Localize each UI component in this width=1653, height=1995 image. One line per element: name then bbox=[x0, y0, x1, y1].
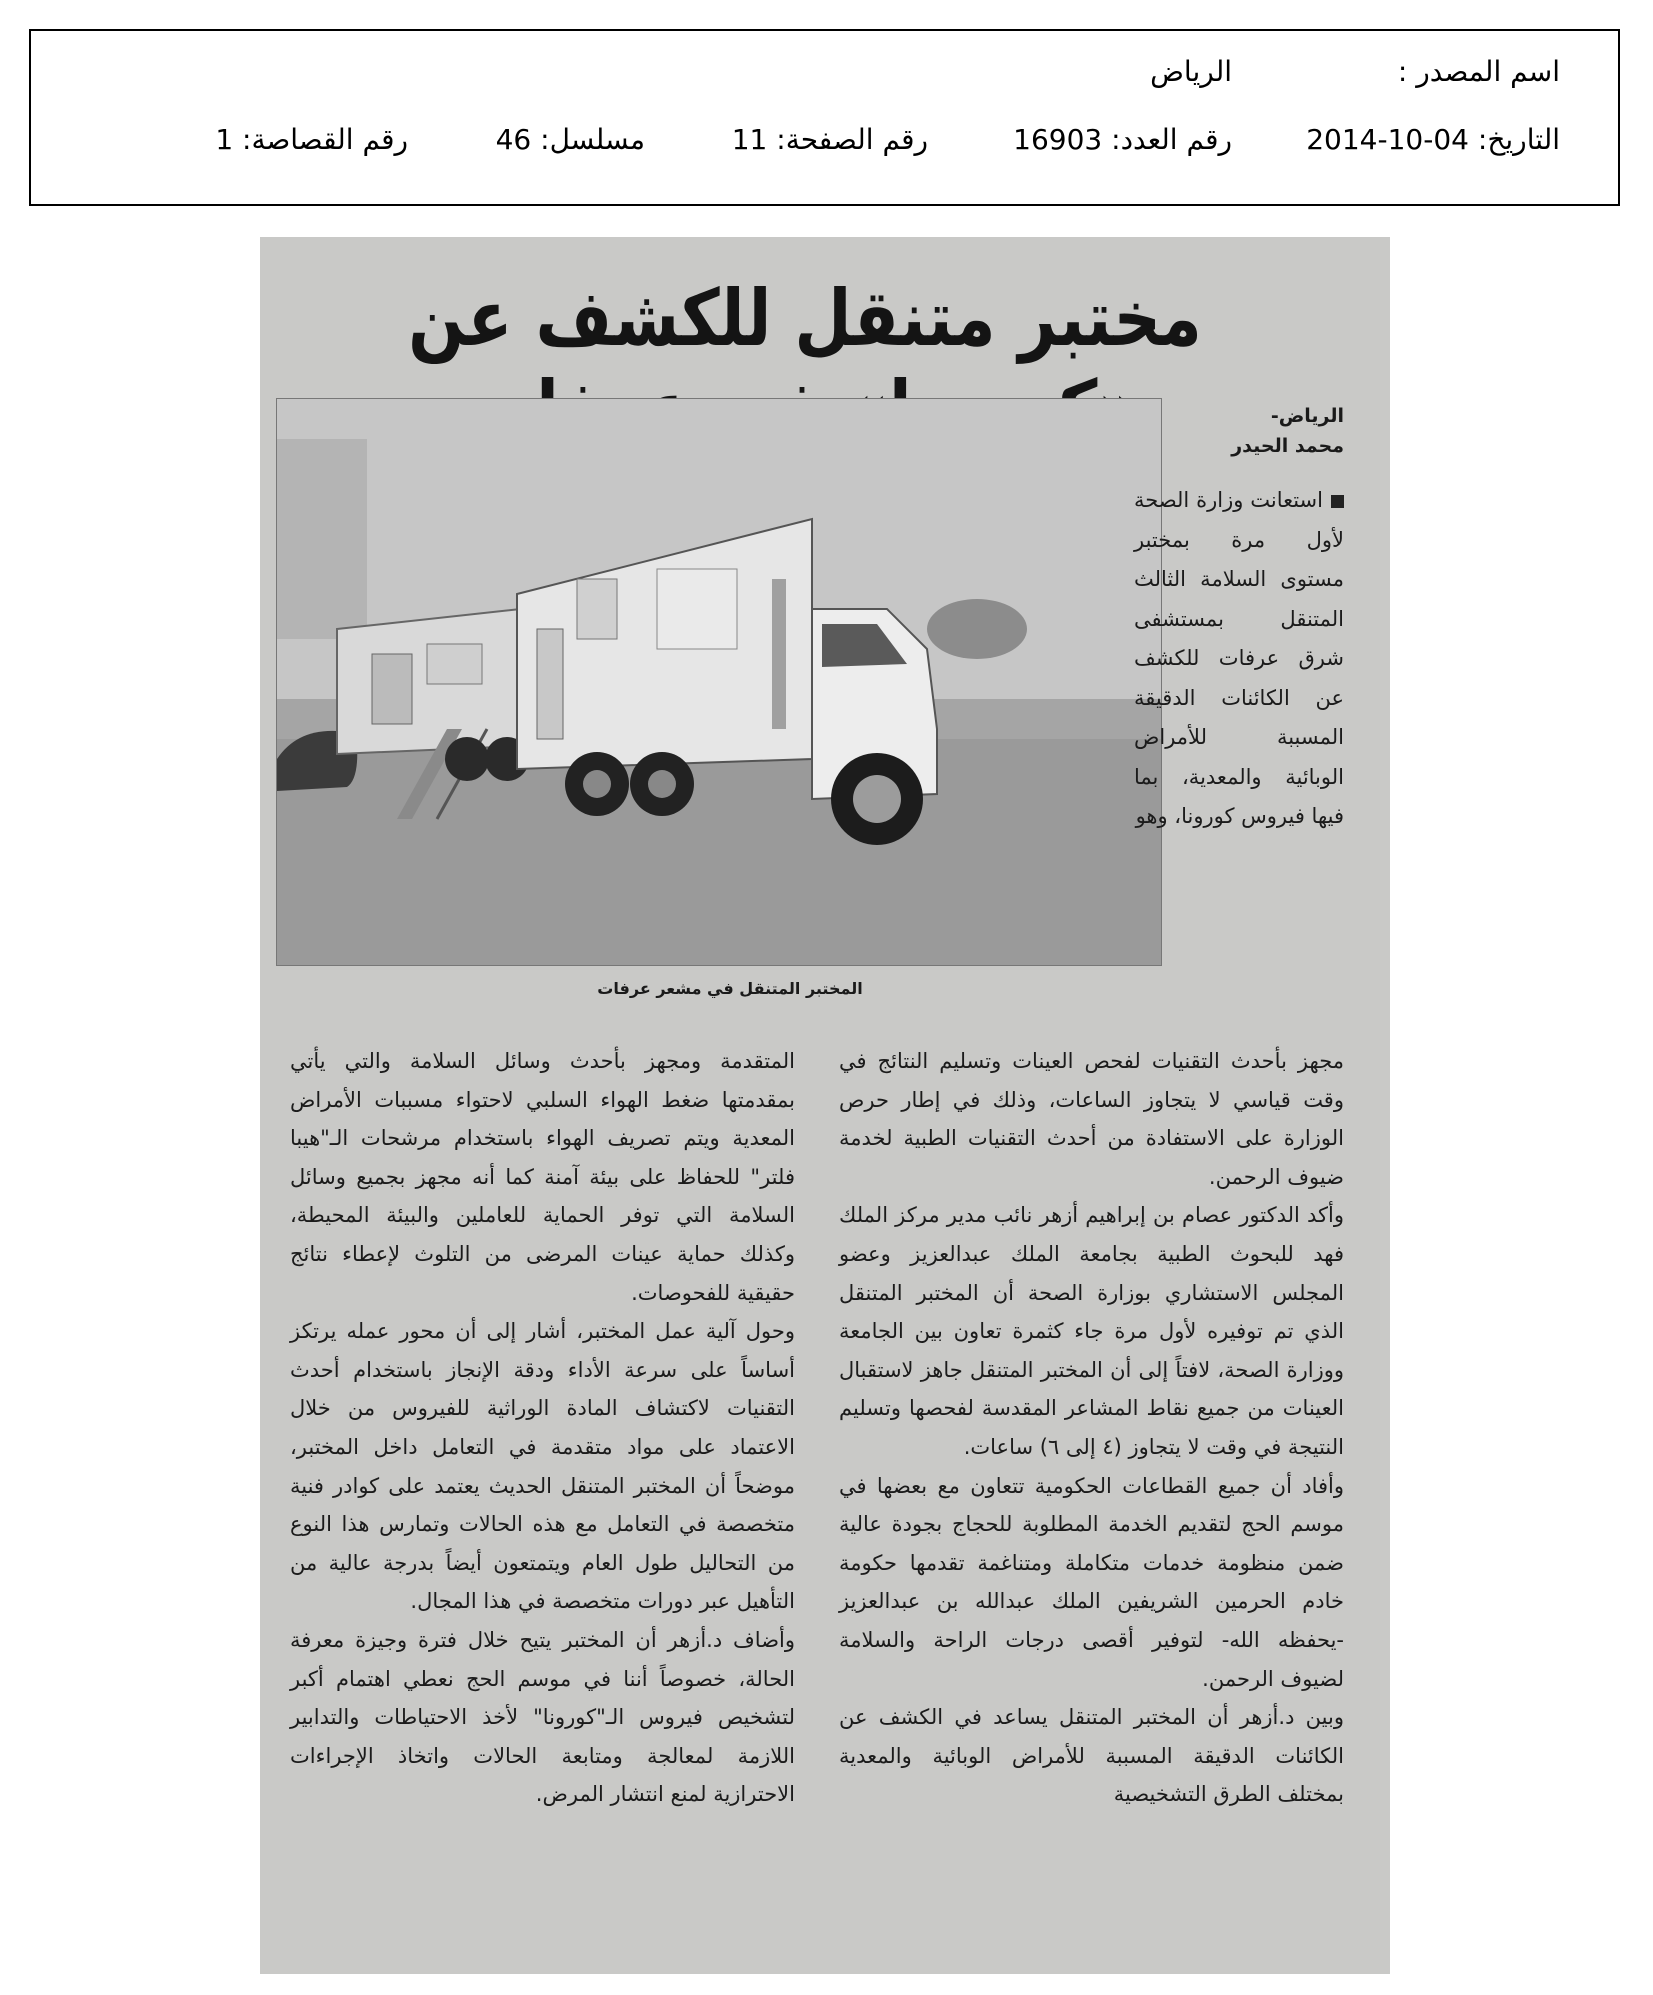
article-headline: مختبر متنقل للكشف عن bbox=[408, 273, 1202, 364]
paragraph: المتقدمة ومجهز بأحدث وسائل السلامة والتي يأتي بمقدمتها ضغط الهواء السلبي لاحتواء مسببات الأمراض المعدية ويتم تصريف الهواء باستخدام مرشحات الـ"هيبا فلتر" للحفاظ على بيئة آمنة كما أنه مجهز بجميع وسائل السلامة التي توفر الحماية للعاملين والبيئة المحيطة، وكذلك حماية عينات المرضى من التلوث لإعطاء نتائج حقيقية للفحوصات. bbox=[290, 1049, 795, 1305]
article-intro bbox=[1134, 481, 1344, 837]
photo-caption: المختبر المتنقل في مشعر عرفات bbox=[597, 979, 863, 998]
article-column-right bbox=[839, 1042, 1344, 1814]
mobile-lab-truck-image bbox=[277, 399, 1161, 965]
serial-field: مسلسل: 46 bbox=[495, 123, 645, 156]
issue-field: رقم العدد: 16903 bbox=[1013, 123, 1232, 156]
paragraph: وأفاد أن جميع القطاعات الحكومية تتعاون مع بعضها في موسم الحج لتقديم الخدمة المطلوبة للحجاج بجودة عالية ضمن منظومة خدمات متكاملة ومتناغمة تقدمها حكومة خادم الحرمين الشريفين الملك عبدالله بن عبدالعزيز -يحفظه الله- لتوفير أقصى درجات الراحة والسلامة لضيوف الرحمن. bbox=[839, 1473, 1344, 1691]
newspaper-clipping bbox=[260, 237, 1390, 1974]
paragraph: وبين د.أزهر أن المختبر المتنقل يساعد في الكشف عن الكائنات الدقيقة المسببة للأمراض الوبائية والمعدية بمختلف الطرق التشخيصية bbox=[839, 1705, 1344, 1807]
paragraph: وأكد الدكتور عصام بن إبراهيم أزهر نائب مدير مركز الملك فهد للبحوث الطبية بجامعة الملك عبدالعزيز وعضو المجلس الاستشاري بوزارة الصحة أن المختبر المتنقل الذي تم توفيره لأول مرة جاء كثمرة تعاون بين الجامعة ووزارة الصحة، لافتاً إلى أن المختبر المتنقل جاهز لاستقبال العينات من جميع نقاط المشاعر المقدسة لفحصها وتسليم النتيجة في وقت لا يتجاوز (٤ إلى ٦) ساعات. bbox=[839, 1203, 1344, 1459]
byline-author: محمد الحيدر bbox=[1231, 435, 1344, 457]
paragraph: وأضاف د.أزهر أن المختبر يتيح خلال فترة وجيزة معرفة الحالة، خصوصاً أننا في موسم الحج نعطي اهتمام أكبر لتشخيص فيروس الـ"كورونا" لأخذ الاحتياطات والتدابير اللازمة لمعالجة ومتابعة الحالات واتخاذ الإجراءات الاحترازية لمنع انتشار المرض. bbox=[290, 1627, 795, 1807]
clipping-metadata-box bbox=[29, 29, 1620, 206]
intro-text: استعانت وزارة الصحة لأول مرة بمختبر مستوى السلامة الثالث المتنقل بمستشفى شرق عرفات للكشف عن الكائنات الدقيقة المسببة للأمراض الوبائية والمعدية، بما فيها فيروس كورونا، وهو bbox=[1134, 488, 1344, 828]
date-field: التاريخ: 04-10-2014 bbox=[1306, 123, 1560, 156]
source-label: اسم المصدر : bbox=[1397, 55, 1560, 88]
paragraph: وحول آلية عمل المختبر، أشار إلى أن محور عمله يرتكز أساساً على سرعة الأداء ودقة الإنجاز باستخدام أحدث التقنيات لاكتشاف المادة الوراثية للفيروس من خلال الاعتماد على مواد متقدمة في التعامل داخل المختبر، موضحاً أن المختبر المتنقل الحديث يعتمد على كوادر فنية متخصصة في التعامل مع هذه الحالات وتمارس هذا النوع من التحاليل طول العام ويتمتعون أيضاً بدرجة عالية من التأهيل عبر دورات متخصصة في هذا المجال. bbox=[290, 1319, 795, 1614]
article-column-left bbox=[290, 1042, 795, 1814]
bullet-square-icon bbox=[1331, 495, 1344, 508]
article-photo bbox=[276, 398, 1162, 966]
byline-place: الرياض- bbox=[1270, 405, 1344, 427]
paragraph: مجهز بأحدث التقنيات لفحص العينات وتسليم النتائج في وقت قياسي لا يتجاوز الساعات، وذلك في إطار حرص الوزارة على الاستفادة من أحدث التقنيات الطبية لخدمة ضيوف الرحمن. bbox=[839, 1049, 1344, 1189]
page-field: رقم الصفحة: 11 bbox=[731, 123, 928, 156]
clip-number-field: رقم القصاصة: 1 bbox=[215, 123, 408, 156]
source-value: الرياض bbox=[1150, 55, 1232, 88]
byline bbox=[1134, 401, 1344, 461]
